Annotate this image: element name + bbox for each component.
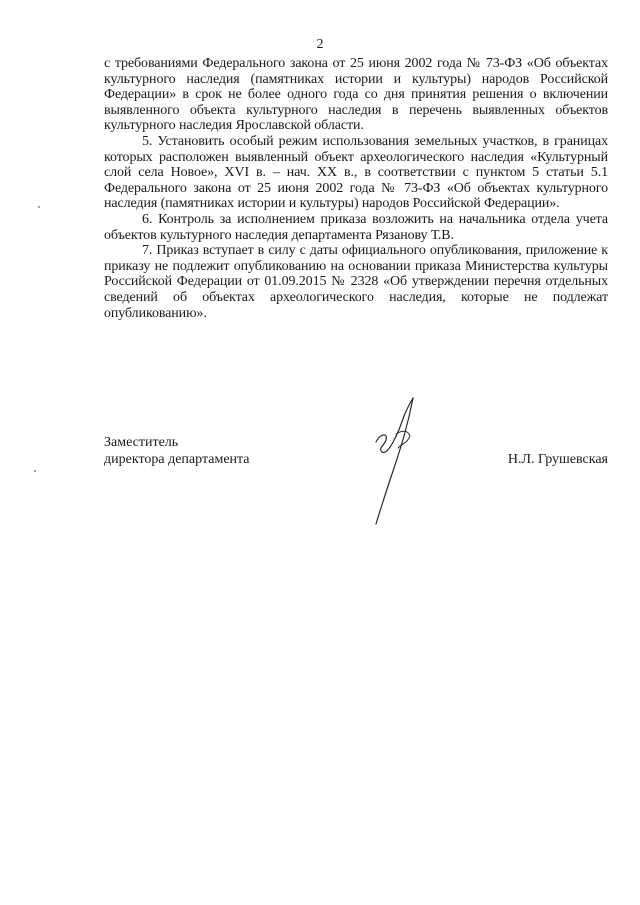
- handwritten-signature: [358, 394, 448, 534]
- signature-block: [104, 434, 608, 534]
- scan-artifact: [34, 470, 36, 472]
- paragraph-item-5: 5. Установить особый режим использования земельных участков, в границах которых расположен выявленный объект археологического наследия «Культурный слой села Новое», XVI в. – нач. XX в., в соответствии с пунктом 5 статьи 5.1 Федерального закона от 25 июня 2002 года № 73-ФЗ «Об объектах культурного наследия (памятниках истории и культуры) народов Российской Федерации».: [104, 133, 608, 212]
- paragraph-item-7: 7. Приказ вступает в силу с даты официального опубликования, приложение к приказу не подлежит опубликованию на основании приказа Министерства культуры Российской Федерации от 01.09.2015 № 2328 «Об утверждении перечня отдельных сведений об объектах археологического наследия, которые не подлежат опубликованию».: [104, 243, 608, 321]
- signatory-position: [104, 434, 250, 468]
- paragraph-item-6: 6. Контроль за исполнением приказа возложить на начальника отдела учета объектов культурного наследия департамента Рязанову Т.В.: [104, 211, 608, 243]
- signatory-position-line2: директора департамента: [104, 452, 250, 467]
- signatory-position-line1: Заместитель: [104, 435, 179, 450]
- document-body: [104, 56, 608, 321]
- scan-artifact: [38, 206, 40, 208]
- page-number: 2: [316, 37, 324, 52]
- signatory-name: Н.Л. Грушевская: [507, 452, 608, 467]
- paragraph-continuation: с требованиями Федерального закона от 25 июня 2002 года № 73-ФЗ «Об объектах культурного наследия (памятниках истории и культуры) народов Российской Федерации» в срок не более одного года со дня принятия решения о включении выявленного объекта культурного наследия в перечень выявленных объектов культурного наследия Ярославской области.: [104, 56, 608, 134]
